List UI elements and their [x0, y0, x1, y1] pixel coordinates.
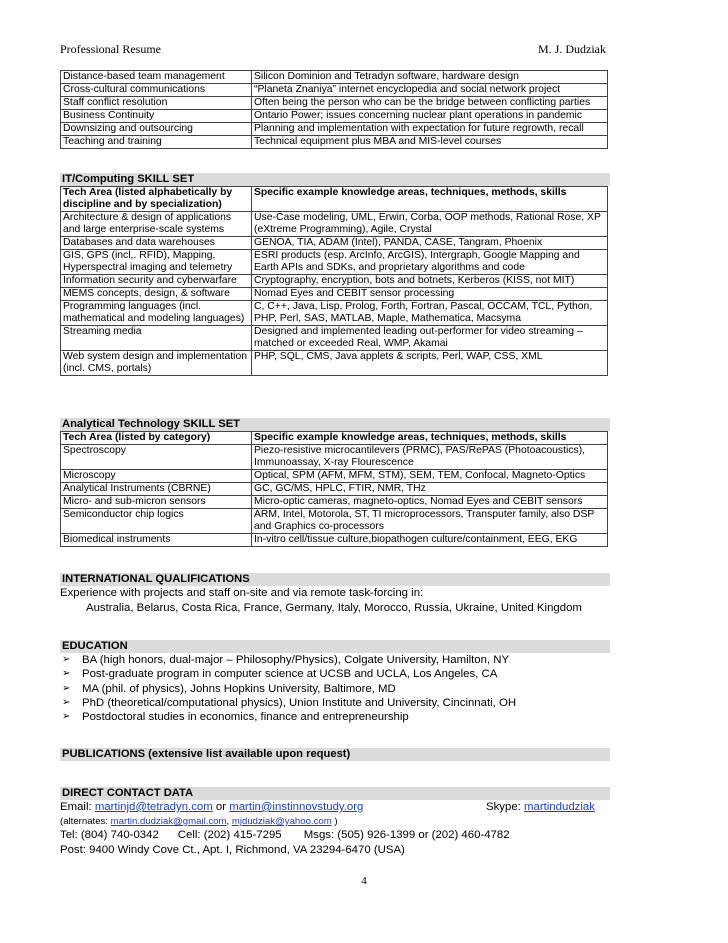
table-row	[61, 445, 608, 470]
management-table	[60, 70, 608, 149]
skills-cell: Micro-optic cameras, magneto-optics, Nomad Eyes and CEBIT sensors	[252, 496, 608, 509]
table-row	[61, 351, 608, 376]
contact-title: DIRECT CONTACT DATA	[60, 787, 610, 800]
skills-cell: In-vitro cell/tissue culture,biopathogen culture/containment, EEG, EKG	[252, 534, 608, 547]
tech-area-cell: Micro- and sub-micron sensors	[61, 496, 252, 509]
international-title: INTERNATIONAL QUALIFICATIONS	[60, 573, 610, 586]
list-item	[60, 653, 612, 667]
table-row	[61, 534, 608, 547]
table-row	[61, 84, 608, 97]
table-row	[61, 212, 608, 237]
tech-area-cell: Streaming media	[61, 326, 252, 351]
skills-cell: ESRI products (esp. ArcInfo, ArcGIS), Intergraph, Google Mapping and Earth APIs and SDKs, and proprietary algorithms and code	[252, 250, 608, 275]
analytical-skill-table	[60, 431, 608, 547]
table-row	[61, 136, 608, 149]
management-table-section	[60, 70, 612, 149]
education-entry: Post-graduate program in computer science at UCSB and UCLA, Los Angeles, CA	[82, 668, 498, 681]
column-header: Specific example knowledge areas, techniques, methods, skills	[252, 187, 608, 212]
alt-prefix: (alternates:	[60, 816, 111, 827]
page-number: 4	[361, 875, 367, 887]
arrow-bullet-icon: ➢	[62, 696, 71, 708]
education-entry: Postdoctoral studies in economics, finance and entrepreneurship	[82, 711, 409, 724]
table-row	[61, 97, 608, 110]
table-row	[61, 71, 608, 84]
skills-cell: “Planeta Znaniya” internet encyclopedia and social network project	[252, 84, 608, 97]
table-row	[61, 275, 608, 288]
analytical-skill-section	[60, 418, 612, 547]
skills-cell: Silicon Dominion and Tetradyn software, hardware design	[252, 71, 608, 84]
skills-cell: Planning and implementation with expectation for future regrowth, recall	[252, 123, 608, 136]
table-row	[61, 483, 608, 496]
skills-cell: ARM, Intel, Motorola, ST, TI microprocessors, Transputer family, also DSP and Graphics co-processors	[252, 509, 608, 534]
tech-area-cell: Staff conflict resolution	[61, 97, 252, 110]
header-left: Professional Resume	[60, 42, 161, 56]
skills-cell: Piezo-resistive microcantilevers (PRMC), PAS/RePAS (Photoacoustics), Immunoassay, X-ray Flourescence	[252, 445, 608, 470]
list-item	[60, 682, 612, 696]
tech-area-cell: Biomedical instruments	[61, 534, 252, 547]
table-row	[61, 470, 608, 483]
analytical-skill-title: Analytical Technology SKILL SET	[60, 418, 610, 431]
education-list	[60, 653, 612, 724]
skills-cell: PHP, SQL, CMS, Java applets & scripts, Perl, WAP, CSS, XML	[252, 351, 608, 376]
it-skill-section	[60, 173, 612, 376]
tech-area-cell: Architecture & design of applications and large enterprise-scale systems	[61, 212, 252, 237]
skills-cell: Ontario Power; issues concerning nuclear plant operations in pandemic	[252, 110, 608, 123]
column-header: Tech Area (listed alphabetically by discipline and by specialization)	[61, 187, 252, 212]
skype-link[interactable]: martindudziak	[524, 801, 595, 813]
tech-area-cell: Distance-based team management	[61, 71, 252, 84]
skills-cell: Often being the person who can be the bridge between conflicting parties	[252, 97, 608, 110]
email-line	[60, 800, 612, 815]
postal-address: Post: 9400 Windy Cove Ct., Apt. I, Richmond, VA 23294-6470 (USA)	[60, 844, 405, 856]
publications-title: PUBLICATIONS (extensive list available upon request)	[60, 748, 610, 761]
table-row	[61, 110, 608, 123]
alt-email-link-1[interactable]: martin.dudziak@gmail.com	[110, 816, 227, 827]
column-header: Tech Area (listed by category)	[61, 432, 252, 445]
tech-area-cell: Semiconductor chip logics	[61, 509, 252, 534]
tech-area-cell: Programming languages (incl. mathematical and modeling languages)	[61, 301, 252, 326]
header-right: M. J. Dudziak	[538, 42, 606, 56]
tech-area-cell: Databases and data warehouses	[61, 237, 252, 250]
education-section	[60, 640, 612, 724]
list-item	[60, 710, 612, 724]
table-row	[61, 288, 608, 301]
page-header	[60, 42, 606, 57]
international-section	[60, 573, 612, 616]
alt-email-link-2[interactable]: mjdudziak@yahoo.com	[231, 816, 332, 827]
skills-cell: Nomad Eyes and CEBIT sensor processing	[252, 288, 608, 301]
skills-cell: GENOA, TIA, ADAM (Intel), PANDA, CASE, Tangram, Phoenix	[252, 237, 608, 250]
table-row	[61, 496, 608, 509]
skills-cell: Optical, SPM (AFM, MFM, STM), SEM, TEM, Confocal, Magneto-Optics	[252, 470, 608, 483]
table-row	[61, 250, 608, 275]
email-link-primary[interactable]: martinjd@tetradyn.com	[94, 801, 213, 813]
column-header: Specific example knowledge areas, techniques, methods, skills	[252, 432, 608, 445]
table-row	[61, 326, 608, 351]
arrow-bullet-icon: ➢	[62, 711, 71, 723]
skype-block	[486, 800, 595, 815]
tech-area-cell: Teaching and training	[61, 136, 252, 149]
tech-area-cell: GIS, GPS (incl,. RFID), Mapping, Hyperspectral imaging and telemetry	[61, 250, 252, 275]
table-header-row	[61, 187, 608, 212]
education-entry: MA (phil. of physics), Johns Hopkins University, Baltimore, MD	[82, 682, 396, 695]
skills-cell: Cryptography, encryption, bots and botnets, Kerberos (KISS, not MIT)	[252, 275, 608, 288]
email-or: or	[212, 801, 230, 813]
skills-cell: Technical equipment plus MBA and MIS-level courses	[252, 136, 608, 149]
list-item	[60, 696, 612, 710]
education-entry: PhD (theoretical/computational physics), Union Institute and University, Cincinnati, OH	[82, 696, 517, 709]
email-link-secondary[interactable]: martin@instinnovstudy.org	[229, 801, 364, 813]
tech-area-cell: Analytical Instruments (CBRNE)	[61, 483, 252, 496]
it-skill-table	[60, 186, 608, 376]
arrow-bullet-icon: ➢	[62, 654, 71, 665]
tech-area-cell: Microscopy	[61, 470, 252, 483]
education-entry: BA (high honors, dual-major – Philosophy/Physics), Colgate University, Hamilton, NY	[82, 654, 510, 666]
international-countries: Australia, Belarus, Costa Rica, France, Germany, Italy, Morocco, Russia, Ukraine, United Kingdom	[86, 602, 582, 614]
table-row	[61, 123, 608, 136]
tech-area-cell: Business Continuity	[61, 110, 252, 123]
alt-separator: ,	[226, 816, 232, 827]
international-intro: Experience with projects and staff on-site and via remote task-forcing in:	[60, 587, 424, 599]
tech-area-cell: Spectroscopy	[61, 445, 252, 470]
skills-cell: GC, GC/MS, HPLC, FTIR, NMR, THz	[252, 483, 608, 496]
email-label: Email:	[60, 801, 95, 813]
arrow-bullet-icon: ➢	[62, 682, 71, 694]
skills-cell: Use-Case modeling, UML, Erwin, Corba, OOP methods, Rational Rose, XP (eXtreme Programming), Agile, Crystal	[252, 212, 608, 237]
phone-line: Tel: (804) 740-0342 Cell: (202) 415-7295 Msgs: (505) 926-1399 or (202) 460-4782	[60, 829, 510, 841]
tech-area-cell: Web system design and implementation (incl. CMS, portals)	[61, 351, 252, 376]
table-header-row	[61, 432, 608, 445]
publications-section	[60, 748, 612, 761]
tech-area-cell: Cross-cultural communications	[61, 84, 252, 97]
alternate-emails	[60, 815, 612, 828]
tech-area-cell: Downsizing and outsourcing	[61, 123, 252, 136]
table-row	[61, 301, 608, 326]
tech-area-cell: MEMS concepts, design, & software	[61, 288, 252, 301]
skype-label: Skype:	[486, 801, 524, 813]
education-title: EDUCATION	[60, 640, 610, 653]
alt-suffix: )	[331, 816, 338, 827]
skills-cell: Designed and implemented leading out-performer for video streaming – matched or exceeded Real, WMP, Akamai	[252, 326, 608, 351]
arrow-bullet-icon: ➢	[62, 668, 71, 680]
table-row	[61, 237, 608, 250]
contact-section	[60, 787, 612, 858]
list-item	[60, 667, 612, 681]
it-skill-title: IT/Computing SKILL SET	[60, 173, 610, 186]
skills-cell: C, C++, Java, Lisp, Prolog, Forth, Fortran, Pascal, OCCAM, TCL, Python, PHP, Perl, SAS, MATLAB, Maple, Mathematica, Macsyma	[252, 301, 608, 326]
tech-area-cell: Information security and cyberwarfare	[61, 275, 252, 288]
table-row	[61, 509, 608, 534]
